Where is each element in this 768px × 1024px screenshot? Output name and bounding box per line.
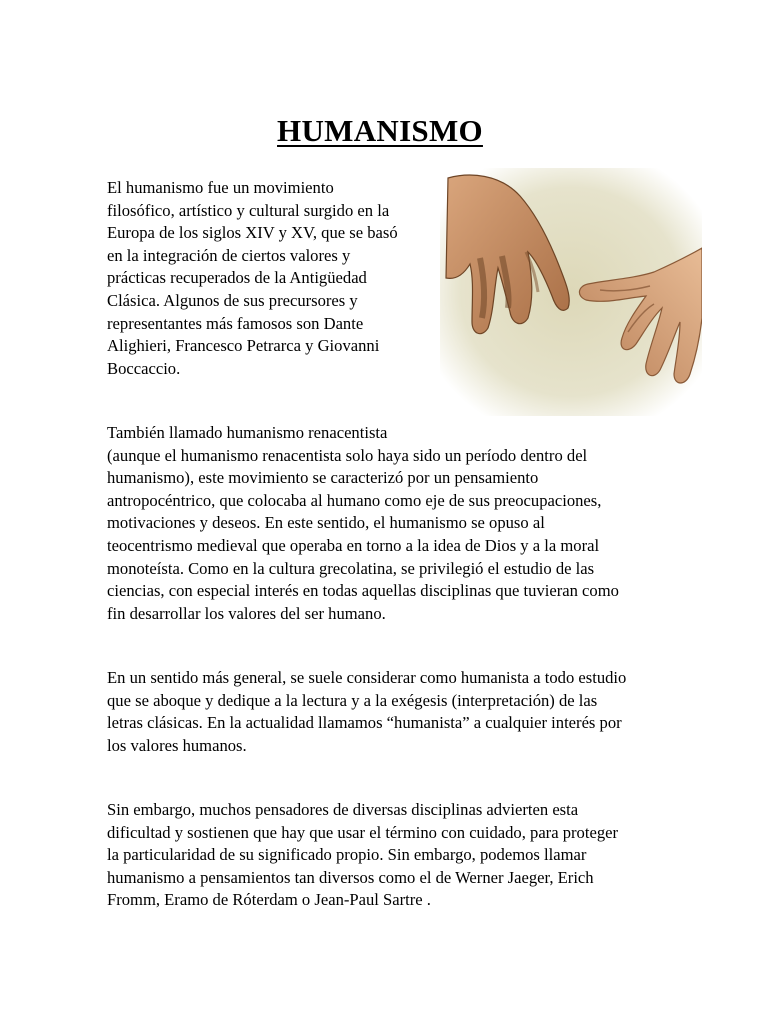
text-line: dificultad y sostienen que hay que usar el término con cuidado, para proteger (107, 822, 619, 842)
text-line: la particularidad de su significado propio. Sin embargo, podemos llamar (107, 845, 587, 865)
text-line: Clásica. Algunos de sus precursores y (107, 290, 358, 310)
paragraph-conclusion (107, 799, 667, 912)
paragraph-intro (107, 177, 407, 380)
paragraph-general (107, 667, 667, 757)
text-line: humanismo), este movimiento se caracterizó por un pensamiento (107, 468, 539, 488)
text-line: prácticas recuperados de la Antigüedad (107, 268, 367, 288)
text-line: antropocéntrico, que colocaba al humano como eje de sus preocupaciones, (107, 490, 602, 510)
hands-illustration-icon (440, 168, 702, 416)
text-line: en la integración de ciertos valores y (107, 245, 351, 265)
text-line: letras clásicas. En la actualidad llamamos “humanista” a cualquier interés por (107, 713, 622, 733)
text-line: Europa de los siglos XIV y XV, que se basó (107, 223, 398, 243)
text-line: fin desarrollar los valores del ser humano. (107, 603, 386, 623)
text-line: humanismo a pensamientos tan diversos como el de Werner Jaeger, Erich (107, 867, 594, 887)
text-line: Sin embargo, muchos pensadores de diversas disciplinas advierten esta (107, 800, 579, 819)
text-line: Boccaccio. (107, 358, 181, 378)
document-title: HUMANISMO (277, 112, 483, 148)
paragraph-renacentista (107, 422, 667, 625)
text-line: que se aboque y dedique a la lectura y a la exégesis (interpretación) de las (107, 690, 598, 710)
text-line: El humanismo fue un movimiento (107, 178, 334, 197)
text-line: (aunque el humanismo renacentista solo haya sido un período dentro del (107, 445, 588, 465)
text-line: filosófico, artístico y cultural surgido en la (107, 200, 390, 220)
text-line: teocentrismo medieval que operaba en torno a la idea de Dios y a la moral (107, 535, 600, 555)
text-line: monoteísta. Como en la cultura grecolatina, se privilegió el estudio de las (107, 558, 595, 578)
text-line: También llamado humanismo renacentista (107, 423, 388, 442)
text-line: representantes más famosos son Dante (107, 313, 364, 333)
text-line: ciencias, con especial interés en todas aquellas disciplinas que tuvieran como (107, 581, 619, 601)
text-line: Alighieri, Francesco Petrarca y Giovanni (107, 336, 380, 356)
text-line: los valores humanos. (107, 735, 247, 755)
text-line: En un sentido más general, se suele considerar como humanista a todo estudio (107, 668, 627, 687)
text-line: Fromm, Eramo de Róterdam o Jean-Paul Sartre . (107, 890, 431, 910)
creation-of-adam-hands-image (440, 168, 702, 416)
text-line: motivaciones y deseos. En este sentido, el humanismo se opuso al (107, 513, 545, 533)
